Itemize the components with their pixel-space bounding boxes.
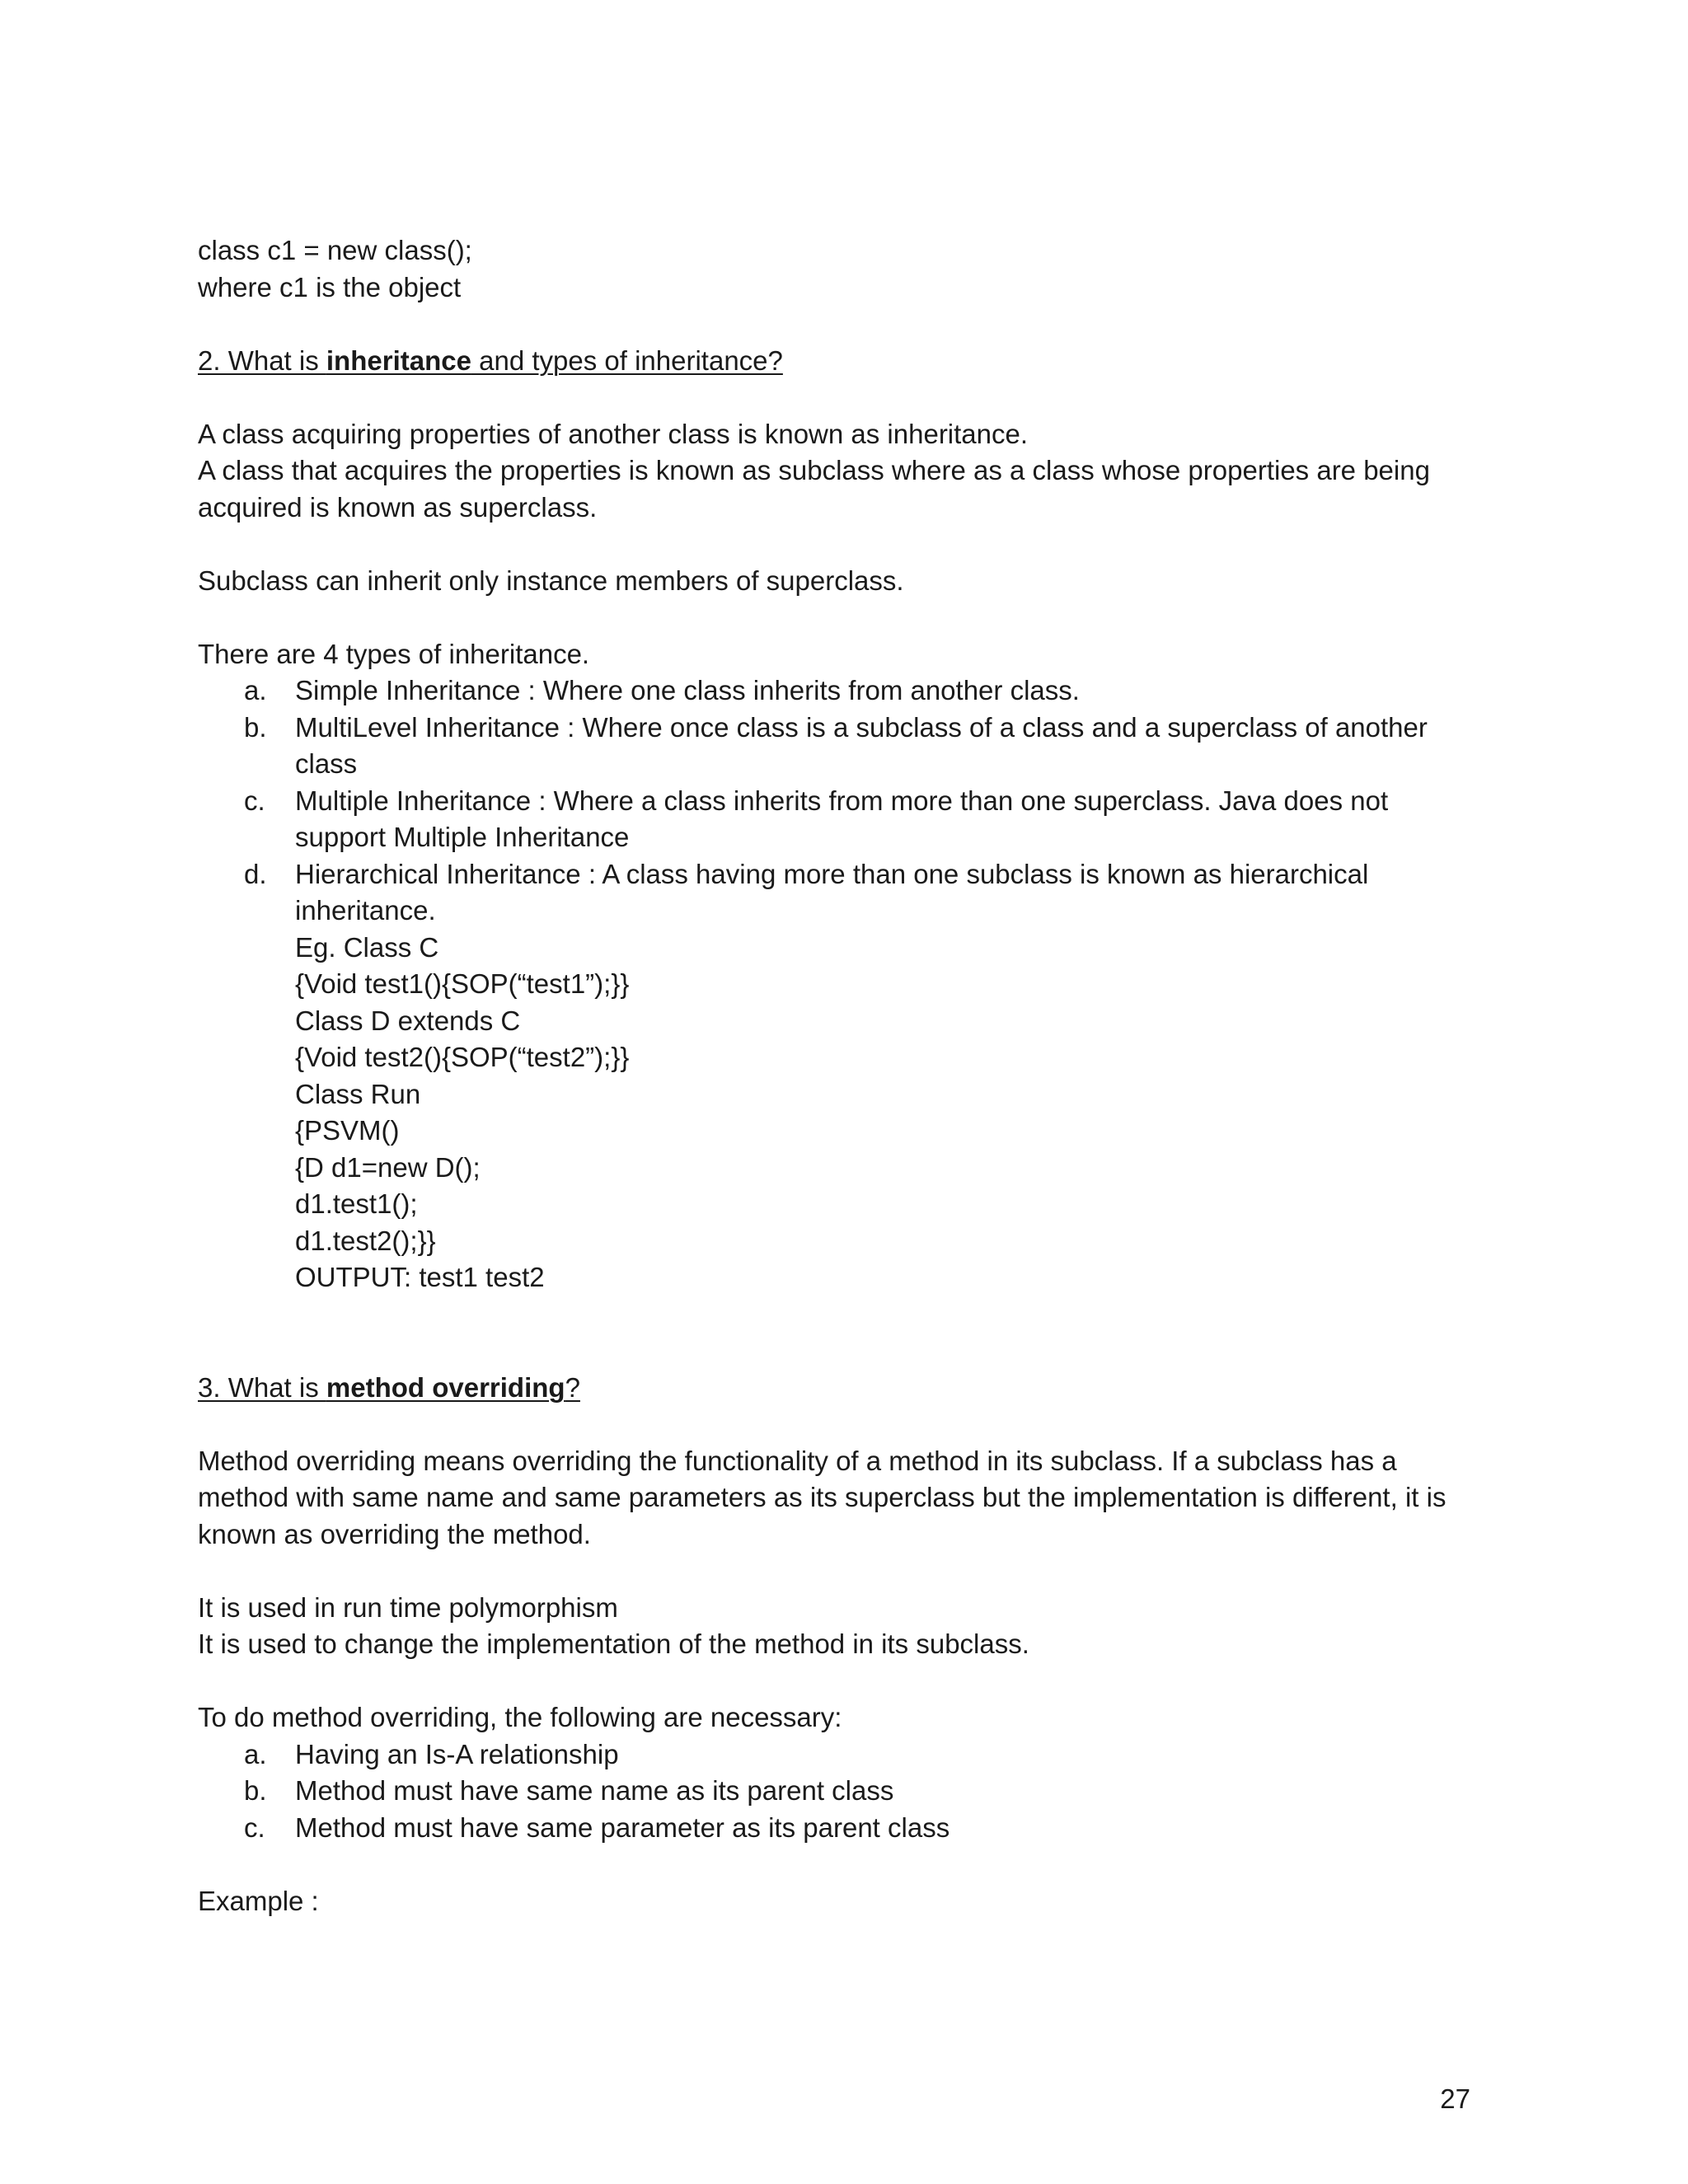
- types-intro: There are 4 types of inheritance.: [198, 638, 590, 669]
- intro-line: class c1 = new class();: [198, 235, 472, 265]
- usage-line: It is used in run time polymorphism: [198, 1591, 618, 1623]
- list-item-text: support Multiple Inheritance: [295, 822, 630, 852]
- requirements-list: [198, 1736, 1500, 1847]
- heading-prefix: 3. What is: [198, 1371, 326, 1403]
- code-line: Eg. Class C: [295, 931, 439, 963]
- code-line: d1.test2();}}: [295, 1225, 436, 1256]
- list-item: [198, 856, 1500, 930]
- list-item: [198, 783, 1500, 856]
- code-example: [198, 930, 1500, 1296]
- code-line: OUTPUT: test1 test2: [295, 1262, 545, 1292]
- definition-line: known as overriding the method.: [198, 1518, 591, 1549]
- list-item-text: class: [295, 748, 358, 779]
- inheritance-types-list: [198, 673, 1500, 930]
- definition-line: A class acquiring properties of another class is known as inheritance.: [198, 418, 1029, 449]
- list-item-text: MultiLevel Inheritance : Where once class is a subclass of a class and a superclass of another: [295, 711, 1428, 743]
- list-marker: d.: [244, 858, 267, 889]
- requirements-intro: To do method overriding, the following are necessary:: [198, 1702, 842, 1732]
- code-line: {Void test1(){SOP(“test1”);}}: [295, 968, 630, 999]
- definition-line: Method overriding means overriding the functionality of a method in its subclass. If a subclass has a: [198, 1445, 1397, 1476]
- list-marker: a.: [244, 675, 267, 705]
- example-label: Example :: [198, 1885, 319, 1916]
- usage-line: It is used to change the implementation of the method in its subclass.: [198, 1629, 1029, 1659]
- question-2-heading: [198, 343, 1500, 380]
- list-marker: c.: [244, 1811, 265, 1843]
- subclass-note: Subclass can inherit only instance members of superclass.: [198, 565, 904, 596]
- list-item-text: Method must have same name as its parent class: [295, 1775, 894, 1806]
- question-3-heading: [198, 1370, 1500, 1407]
- list-item-text: Hierarchical Inheritance : A class having more than one subclass is known as hierarchical: [295, 858, 1369, 889]
- list-item-text: Method must have same parameter as its parent class: [295, 1811, 950, 1843]
- list-item-text: Multiple Inheritance : Where a class inherits from more than one superclass. Java does not: [295, 785, 1389, 816]
- list-item: [198, 1736, 1500, 1774]
- code-line: {Void test2(){SOP(“test2”);}}: [295, 1042, 630, 1072]
- list-item: [198, 710, 1500, 783]
- heading-keyword: inheritance: [326, 344, 471, 376]
- heading-keyword: method overriding: [326, 1371, 565, 1403]
- definition-line: acquired is known as superclass.: [198, 491, 598, 523]
- list-marker: c.: [244, 785, 265, 816]
- code-line: Class Run: [295, 1078, 421, 1109]
- list-item-text: Having an Is-A relationship: [295, 1738, 619, 1769]
- intro-line: where c1 is the object: [198, 271, 462, 302]
- heading-prefix: 2. What is: [198, 344, 326, 376]
- page-content: [198, 232, 1500, 1919]
- code-line: Class D extends C: [295, 1005, 521, 1036]
- list-marker: b.: [244, 1775, 267, 1806]
- definition-line: method with same name and same parameters as its superclass but the implementation is different, it is: [198, 1482, 1447, 1512]
- page-number: 27: [1440, 2083, 1470, 2114]
- list-item: [198, 1810, 1500, 1847]
- code-line: d1.test1();: [295, 1188, 418, 1219]
- list-item-text: inheritance.: [295, 895, 436, 926]
- list-item-text: Simple Inheritance : Where one class inherits from another class.: [295, 675, 1080, 705]
- list-marker: a.: [244, 1738, 267, 1769]
- code-line: {PSVM(): [295, 1115, 400, 1146]
- list-item: [198, 673, 1500, 710]
- heading-suffix: and types of inheritance?: [471, 344, 783, 376]
- heading-suffix: ?: [565, 1371, 580, 1403]
- definition-line: A class that acquires the properties is known as subclass where as a class whose properties are being: [198, 455, 1430, 485]
- code-line: {D d1=new D();: [295, 1151, 481, 1183]
- list-item: [198, 1773, 1500, 1810]
- list-marker: b.: [244, 711, 267, 743]
